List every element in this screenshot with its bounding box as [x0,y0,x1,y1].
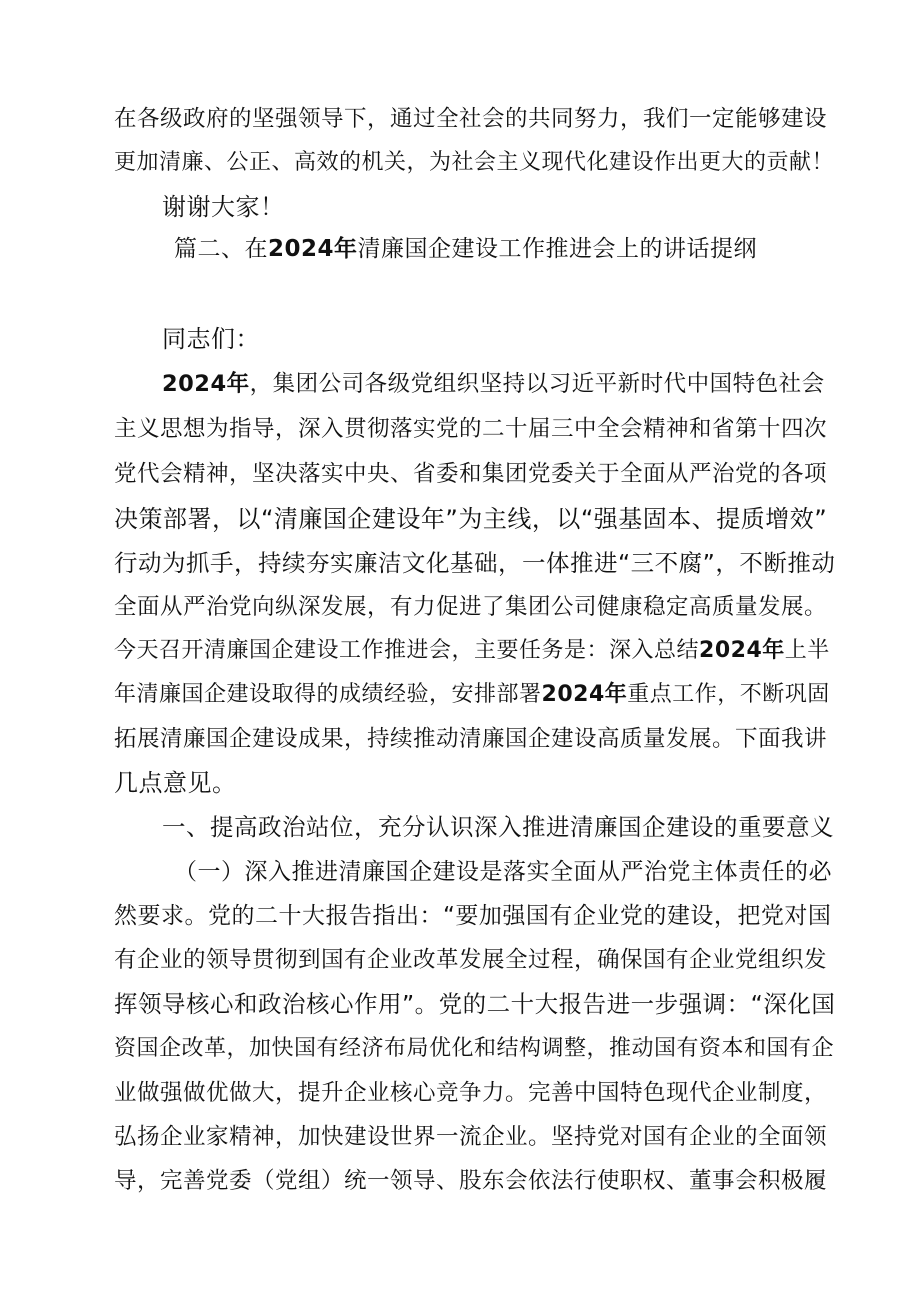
subsection-heading-1: （一）深入推进清廉国企建设是落实全面从严治党主体责任的必 [174,859,832,885]
text-line: 拓展清廉国企建设成果，持续推动清廉国企建设高质量发展。下面我讲 [114,726,828,752]
section-title: 篇二、在2024年清廉国企建设工作推进会上的讲话提纲 [174,236,758,262]
closing-line: 谢谢大家！ [162,193,285,221]
text-line: 更加清廉、公正、高效的机关，为社会主义现代化建设作出更大的贡献！ [114,150,835,175]
text-line: 年清廉国企建设取得的成绩经验，安排部署2024年重点工作，不断巩固 [114,682,830,707]
text-line: 然要求。党的二十大报告指出：“要加强国有企业党的建设，把党对国 [114,903,832,929]
text-line: 决策部署，以“清廉国企建设年”为主线，以“强基固本、提质增效” [114,505,828,533]
text-line: 弘扬企业家精神，加快建设世界一流企业。坚持党对国有企业的全面领 [114,1124,828,1150]
text-line: 行动为抓手，持续夯实廉洁文化基础，一体推进“三不腐”，不断推动 [114,549,836,577]
text-line: 在各级政府的坚强领导下，通过全社会的共同努力，我们一定能够建设 [114,106,828,132]
text-line: 挥领导核心和政治核心作用”。党的二十大报告进一步强调：“深化国 [114,990,836,1018]
text-line: 今天召开清廉国企建设工作推进会，主要任务是：深入总结2024年上半 [114,638,830,663]
text-line: 有企业的领导贯彻到国有企业改革发展全过程，确保国有企业党组织发 [114,947,828,973]
text-line: 主义思想为指导，深入贯彻落实党的二十届三中全会精神和省第十四次 [114,416,828,442]
text-line: 资国企改革，加快国有经济布局优化和结构调整，推动国有资本和国有企 [114,1036,835,1061]
text-line: 2024年，集团公司各级党组织坚持以习近平新时代中国特色社会 [162,371,825,397]
text-line: 业做强做优做大，提升企业核心竞争力。完善中国特色现代企业制度， [114,1080,828,1106]
text-line: 几点意见。 [114,769,237,797]
text-line: 导，完善党委（党组）统一领导、股东会依法行使职权、董事会积极履 [114,1168,828,1194]
salutation: 同志们： [162,325,260,353]
text-line: 党代会精神，坚决落实中央、省委和集团党委关于全面从严治党的各项 [114,461,828,487]
section-heading-1: 一、提高政治站位，充分认识深入推进清廉国企建设的重要意义 [162,813,834,841]
text-line: 全面从严治党向纵深发展，有力促进了集团公司健康稳定高质量发展。 [114,594,828,620]
